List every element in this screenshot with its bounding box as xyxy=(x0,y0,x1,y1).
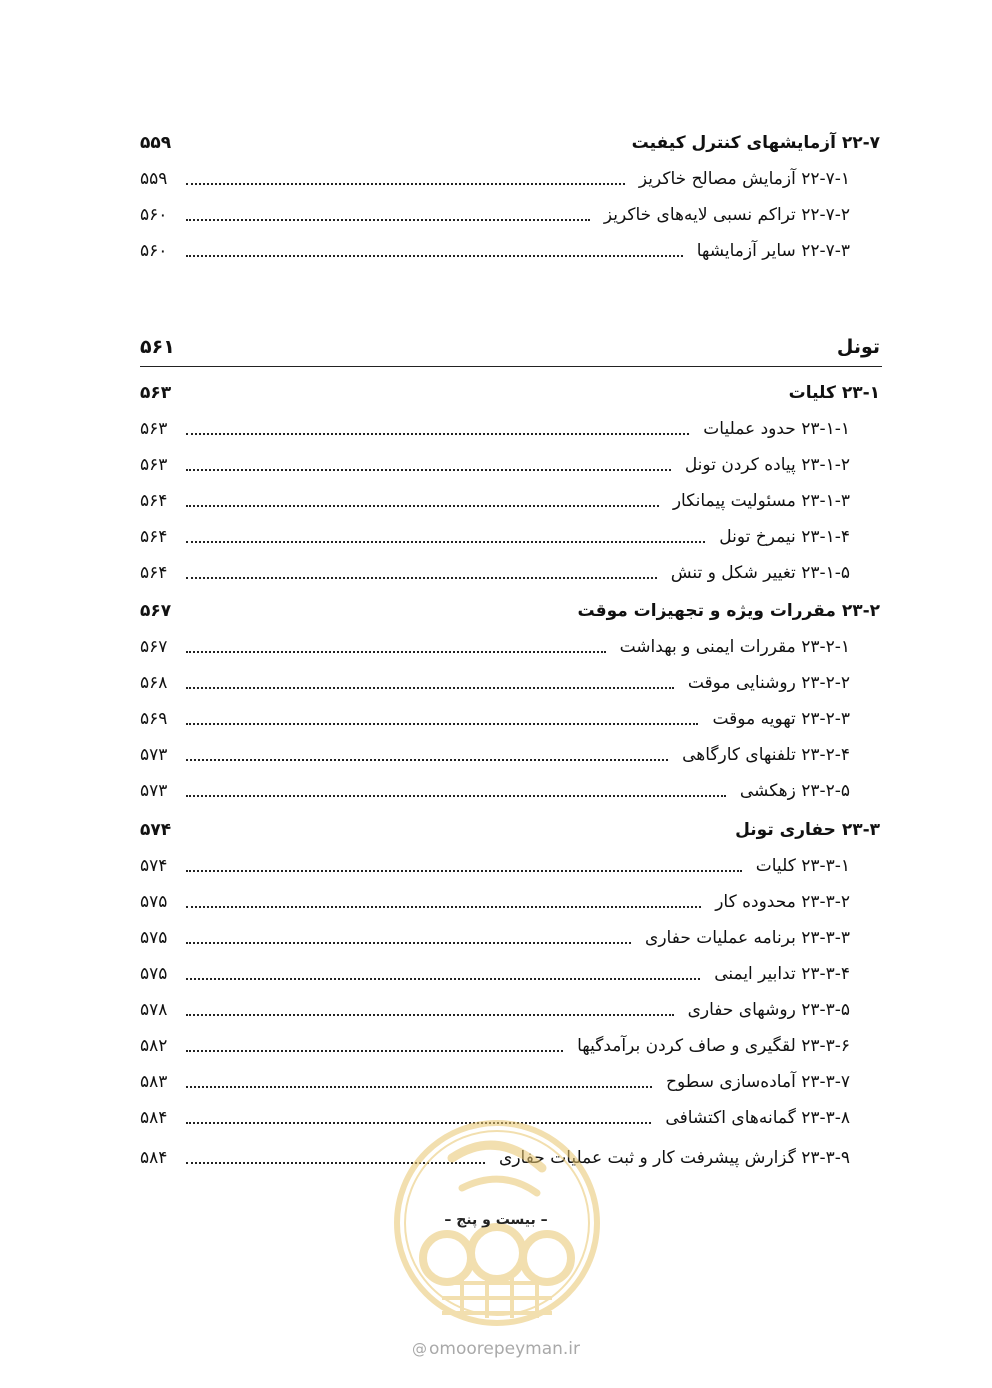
dot-leader xyxy=(186,906,701,908)
toc-page-number: ۵۶۰ xyxy=(140,241,168,261)
toc-entry-title: ۲۳-۱-۱ حدود عملیات xyxy=(699,419,850,439)
toc-entry-title: ۲۳-۲-۱ مقررات ایمنی و بهداشت xyxy=(616,637,850,657)
toc-entry-title: ۲۲-۷-۱ آزمایش مصالح خاکریز xyxy=(635,169,850,189)
toc-page-number: ۵۷۴ xyxy=(140,856,168,876)
page-number-footer: – بیست و پنج – xyxy=(444,1212,548,1228)
toc-entry-title: ۲۳-۲-۴ تلفنهای کارگاهی xyxy=(678,745,850,765)
toc-entry[interactable] xyxy=(140,486,880,516)
toc-page-number: ۵۷۵ xyxy=(140,928,168,948)
toc-entry[interactable] xyxy=(140,632,880,662)
toc-entry-title: ۲۳-۱-۲ پیاده کردن تونل xyxy=(681,455,850,475)
dot-leader xyxy=(186,469,671,471)
toc-entry-title: ۲۳-۳-۸ گمانه‌های اکتشافی xyxy=(661,1108,850,1128)
toc-entry-title: ۲۳-۲-۵ زهکشی xyxy=(736,781,850,801)
toc-entry-title: ۲۳-۳-۵ روشهای حفاری xyxy=(684,1000,850,1020)
toc-page-number: ۵۸۴ xyxy=(140,1108,168,1128)
toc-entry-title: ۲۳-۲-۲ روشنایی موقت xyxy=(684,673,850,693)
at-icon: @ xyxy=(411,1340,427,1358)
toc-page-number: ۵۸۲ xyxy=(140,1036,168,1056)
toc-entry[interactable] xyxy=(140,740,880,770)
toc-page-number: ۵۵۹ xyxy=(140,133,172,153)
toc-entry[interactable] xyxy=(140,558,880,588)
dot-leader xyxy=(186,687,674,689)
toc-page-number: ۵۷۵ xyxy=(140,892,168,912)
dot-leader xyxy=(186,978,700,980)
dot-leader xyxy=(186,183,625,185)
toc-entry-title: ۲۳-۱-۳ مسئولیت پیمانکار xyxy=(669,491,850,511)
toc-entry-title: ۲۳-۲-۳ تهویه موقت xyxy=(708,709,850,729)
dot-leader xyxy=(186,1014,674,1016)
toc-page-number: ۵۷۵ xyxy=(140,964,168,984)
dot-leader xyxy=(186,255,683,257)
toc-page-number: ۵۷۸ xyxy=(140,1000,168,1020)
toc-entry-title: ۲۳-۱-۴ نیمرخ تونل xyxy=(715,527,850,547)
toc-entry-title: ۲۲-۷-۲ تراکم نسبی لایه‌های خاکریز xyxy=(600,205,850,225)
watermark-url-text: omoorepeyman.ir xyxy=(428,1339,581,1359)
dot-leader xyxy=(186,577,657,579)
dot-leader xyxy=(186,942,631,944)
toc-page-number: ۵۶۷ xyxy=(140,637,168,657)
dot-leader xyxy=(186,1050,563,1052)
toc-page-number: ۵۶۹ xyxy=(140,709,168,729)
toc-entry[interactable] xyxy=(140,668,880,698)
toc-entry-title: ۲۳-۳-۹ گزارش پیشرفت کار و ثبت عملیات حفاری xyxy=(495,1148,850,1168)
dot-leader xyxy=(186,723,698,725)
toc-entry-title: ۲۳-۳-۲ محدوده کار xyxy=(711,892,850,912)
toc-entry-title: ۲۳-۳ حفاری تونل xyxy=(731,820,880,840)
toc-entry[interactable] xyxy=(140,959,880,989)
toc-entry-title: ۲۲-۷-۳ سایر آزمایشها xyxy=(693,241,850,261)
dot-leader xyxy=(186,651,606,653)
toc-page-number: ۵۸۳ xyxy=(140,1072,168,1092)
toc-entry-title: ۲۳-۳-۴ تدابیر ایمنی xyxy=(710,964,850,984)
toc-page-number: ۵۶۴ xyxy=(140,563,168,583)
toc-page-number: ۵۷۳ xyxy=(140,781,168,801)
toc-entry[interactable] xyxy=(140,414,880,444)
toc-page-number: ۵۶۳ xyxy=(140,383,172,403)
chapter-divider xyxy=(140,366,882,367)
toc-page-number: ۵۷۴ xyxy=(140,820,172,840)
toc-section-23-1[interactable] xyxy=(140,378,880,408)
dot-leader xyxy=(186,541,705,543)
dot-leader xyxy=(186,870,742,872)
dot-leader xyxy=(186,433,689,435)
toc-entry[interactable] xyxy=(140,776,880,806)
toc-entry[interactable] xyxy=(140,236,880,266)
toc-page-number: ۵۶۳ xyxy=(140,455,168,475)
toc-section-23-3[interactable] xyxy=(140,815,880,845)
toc-entry[interactable] xyxy=(140,522,880,552)
dot-leader xyxy=(186,219,590,221)
toc-entry-title: ۲۳-۳-۱ کلیات xyxy=(752,856,850,876)
toc-entry[interactable] xyxy=(140,995,880,1025)
dot-leader xyxy=(186,759,668,761)
toc-page-number: ۵۶۰ xyxy=(140,205,168,225)
toc-section-22-7[interactable] xyxy=(140,128,880,158)
dot-leader xyxy=(186,1086,652,1088)
toc-entry-title: ۲۳-۱ کلیات xyxy=(785,383,880,403)
toc-entry-title: ۲۳-۳-۶ لقگیری و صاف کردن برآمدگیها xyxy=(573,1036,850,1056)
toc-page-number: ۵۸۴ xyxy=(140,1148,168,1168)
toc-page-number: ۵۷۳ xyxy=(140,745,168,765)
toc-entry[interactable] xyxy=(140,1067,880,1097)
toc-entry[interactable] xyxy=(140,1031,880,1061)
toc-entry-title: ۲۳-۲ مقررات ویژه و تجهیزات موقت xyxy=(573,601,880,621)
dot-leader xyxy=(186,505,659,507)
toc-entry-title: ۲۳-۳-۷ آماده‌سازی سطوح xyxy=(662,1072,850,1092)
chapter-title: تونل xyxy=(833,336,880,358)
toc-entry[interactable] xyxy=(140,450,880,480)
toc-page-number: ۵۶۸ xyxy=(140,673,168,693)
toc-page-number: ۵۶۴ xyxy=(140,491,168,511)
toc-section-23-2[interactable] xyxy=(140,596,880,626)
toc-entry[interactable] xyxy=(140,164,880,194)
toc-page-number: ۵۶۷ xyxy=(140,601,172,621)
toc-entry[interactable] xyxy=(140,704,880,734)
watermark-url xyxy=(396,1339,596,1359)
toc-entry-title: ۲۲-۷ آزمایشهای کنترل کیفیت xyxy=(628,133,880,153)
toc-page-number: ۵۶۳ xyxy=(140,419,168,439)
toc-entry[interactable] xyxy=(140,851,880,881)
toc-page-number: ۵۶۱ xyxy=(140,336,175,358)
toc-entry[interactable] xyxy=(140,923,880,953)
dot-leader xyxy=(186,795,726,797)
toc-page-number: ۵۶۴ xyxy=(140,527,168,547)
toc-chapter-tunnel[interactable] xyxy=(140,332,880,362)
toc-entry-title: ۲۳-۳-۳ برنامه عملیات حفاری xyxy=(641,928,850,948)
toc-page-number: ۵۵۹ xyxy=(140,169,168,189)
toc-entry[interactable] xyxy=(140,887,880,917)
toc-entry-title: ۲۳-۱-۵ تغییر شکل و تنش xyxy=(667,563,850,583)
toc-entry[interactable] xyxy=(140,200,880,230)
